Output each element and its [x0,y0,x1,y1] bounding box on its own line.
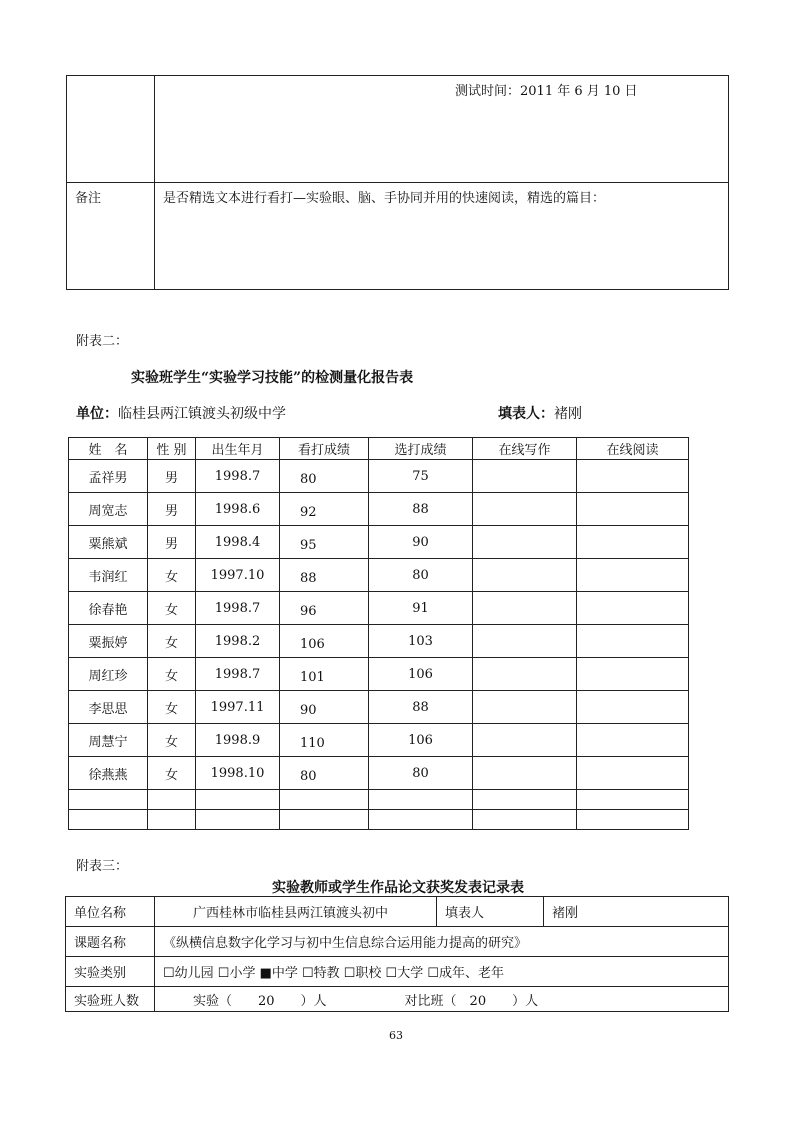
name-cell: 粟振婷 [69,625,148,658]
birth-cell: 1998.6 [196,493,280,526]
gender-cell: 男 [148,526,196,559]
select-score-cell: 103 [369,625,473,658]
writing-cell [473,691,577,724]
count-value: 实验（ 20 ）人 对比班（ 20 ）人 [155,987,729,1012]
category-value: ☐幼儿园 ☐小学 ■中学 ☐特教 ☐职校 ☐大学 ☐成年、老年 [155,957,729,987]
select-score-cell: 90 [369,526,473,559]
writing-cell [473,460,577,493]
writing-cell [473,493,577,526]
topic-value: 《纵横信息数字化学习与初中生信息综合运用能力提高的研究》 [155,927,729,957]
gender-cell: 女 [148,757,196,790]
topic-row [66,927,729,957]
birth-cell: 1998.7 [196,658,280,691]
birth-cell: 1997.11 [196,691,280,724]
appendix3-label: 附表三： [76,859,129,874]
birth-cell: 1998.7 [196,460,280,493]
name-cell: 周红珍 [69,658,148,691]
count-row [66,987,729,1012]
view-score-cell: 96 [280,592,369,625]
page-number: 63 [389,1029,403,1042]
name-cell: 李思思 [69,691,148,724]
reading-cell [577,757,689,790]
header-cell: 性 别 [148,438,196,460]
name-cell: 韦润红 [69,559,148,592]
birth-cell: 1998.4 [196,526,280,559]
filler-label: 填表人： [498,406,554,422]
gender-cell: 男 [148,493,196,526]
header-cell: 出生年月 [196,438,280,460]
view-score-cell: 106 [280,625,369,658]
test-time-cell [155,76,729,183]
header-cell: 在线阅读 [577,438,689,460]
header-cell: 看打成绩 [280,438,369,460]
topic-label: 课题名称 [66,927,155,957]
name-cell: 周宽志 [69,493,148,526]
gender-cell: 女 [148,658,196,691]
unit-value: 临桂县两江镇渡头初级中学 [118,406,286,422]
writing-cell [473,559,577,592]
select-score-cell: 80 [369,559,473,592]
view-score-cell: 90 [280,691,369,724]
filler-value: 褚刚 [544,897,729,927]
table-row [69,658,689,691]
unit-line [76,403,286,423]
table-row [69,625,689,658]
reading-cell [577,658,689,691]
filler-label: 填表人 [437,897,544,927]
reading-cell [577,625,689,658]
unit-row [66,897,729,927]
unit-name-label: 单位名称 [66,897,155,927]
top-table [66,75,729,290]
remark-text: 是否精选文本进行看打—实验眼、脑、手协同并用的快速阅读，精选的篇目： [155,183,729,290]
table-row [69,493,689,526]
empty-cell [67,76,155,183]
view-score-cell: 80 [280,757,369,790]
writing-cell [473,526,577,559]
remark-label: 备注 [67,183,155,290]
category-label: 实验类别 [66,957,155,987]
name-cell: 周慧宁 [69,724,148,757]
unit-label: 单位： [76,406,118,422]
table-row [69,559,689,592]
reading-cell [577,592,689,625]
header-cell: 在线写作 [473,438,577,460]
writing-cell [473,724,577,757]
test-time: 测试时间：2011 年 6 月 10 日 [455,84,638,99]
awards-table [65,896,729,1012]
header-cell: 姓 名 [69,438,148,460]
filler-value: 褚刚 [554,406,582,422]
select-score-cell: 106 [369,658,473,691]
birth-cell: 1998.10 [196,757,280,790]
birth-cell: 1998.7 [196,592,280,625]
select-score-cell: 75 [369,460,473,493]
table-row [69,724,689,757]
view-score-cell: 80 [280,460,369,493]
blank-row [69,790,689,810]
view-score-cell: 92 [280,493,369,526]
reading-cell [577,460,689,493]
gender-cell: 女 [148,625,196,658]
appendix2-title: 实验班学生“实验学习技能”的检测量化报告表 [131,370,414,386]
select-score-cell: 80 [369,757,473,790]
unit-name-value: 广西桂林市临桂县两江镇渡头初中 [155,897,437,927]
reading-cell [577,526,689,559]
table-row [69,460,689,493]
name-cell: 孟祥男 [69,460,148,493]
writing-cell [473,625,577,658]
birth-cell: 1998.2 [196,625,280,658]
reading-cell [577,724,689,757]
table-row [69,592,689,625]
view-score-cell: 101 [280,658,369,691]
view-score-cell: 110 [280,724,369,757]
writing-cell [473,592,577,625]
filler-line [498,403,582,423]
view-score-cell: 95 [280,526,369,559]
birth-cell: 1998.9 [196,724,280,757]
gender-cell: 女 [148,691,196,724]
name-cell: 粟熊斌 [69,526,148,559]
reading-cell [577,493,689,526]
students-table [68,437,689,830]
reading-cell [577,691,689,724]
gender-cell: 男 [148,460,196,493]
select-score-cell: 88 [369,691,473,724]
appendix3-title: 实验教师或学生作品论文获奖发表记录表 [272,880,524,896]
select-score-cell: 91 [369,592,473,625]
birth-cell: 1997.10 [196,559,280,592]
reading-cell [577,559,689,592]
table-row [69,757,689,790]
table-row [69,691,689,724]
gender-cell: 女 [148,592,196,625]
count-label: 实验班人数 [66,987,155,1012]
gender-cell: 女 [148,724,196,757]
category-row [66,957,729,987]
gender-cell: 女 [148,559,196,592]
writing-cell [473,658,577,691]
table-row [69,526,689,559]
name-cell: 徐春艳 [69,592,148,625]
table-header-row [69,438,689,460]
blank-row [69,810,689,830]
header-cell: 选打成绩 [369,438,473,460]
writing-cell [473,757,577,790]
select-score-cell: 88 [369,493,473,526]
view-score-cell: 88 [280,559,369,592]
select-score-cell: 106 [369,724,473,757]
appendix2-label: 附表二： [76,334,129,349]
name-cell: 徐燕燕 [69,757,148,790]
